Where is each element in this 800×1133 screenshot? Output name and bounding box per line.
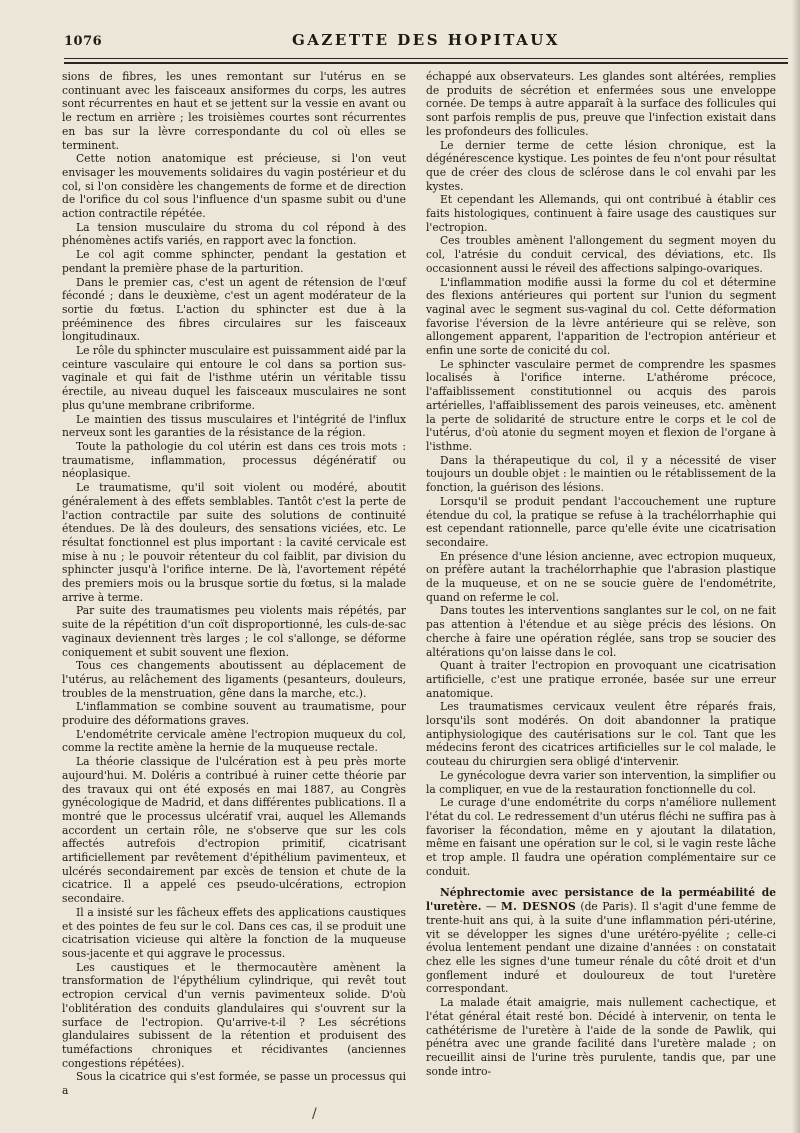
- right-column-after-section: [426, 996, 776, 1078]
- paragraph: Ces troubles amènent l'allongement du segment moyen du col, l'atrésie du conduit cervical, des déviations, etc. Ils occasionnent aussi le réveil des affections salpingo-ovariques.: [426, 234, 776, 275]
- paragraph: Quant à traiter l'ectropion en provoquant une cicatrisation artificielle, c'est une pratique erronée, basée sur une erreur anatomique.: [426, 659, 776, 700]
- paragraph: Il a insisté sur les fâcheux effets des applications caustiques et des pointes de feu sur le col. Dans ces cas, il se produit une cicatrisation vicieuse qui altère la fonction de la muqueuse sous-jacente et qui aggrave le processus.: [62, 905, 406, 960]
- header-rule-thin: [64, 58, 788, 59]
- paragraph: L'endométrite cervicale amène l'ectropion muqueux du col, comme la rectite amène la hernie de la muqueuse rectale.: [62, 727, 406, 755]
- paragraph: Le maintien des tissus musculaires et l'intégrité de l'influx nerveux sont les garanties de la résistance de la région.: [62, 412, 406, 440]
- right-column: [426, 70, 776, 1078]
- paragraph: Cette notion anatomique est précieuse, si l'on veut envisager les mouvements solidaires du vagin postérieur et du col, si l'on considère les changements de forme et de direction de l'orifice du col sous l'influence d'un spasme subit ou d'une action contractile répétée.: [62, 152, 406, 221]
- paragraph: Le rôle du sphincter musculaire est puissamment aidé par la ceinture vasculaire qui entoure le col dans sa portion sus-vaginale et qui fait de l'isthme utérin un véritable tissu érectile, au niveau duquel les faisceaux musculaires ne sont plus qu'une membrane cribriforme.: [62, 344, 406, 412]
- paragraph: La tension musculaire du stroma du col répond à des phénomènes actifs variés, en rapport avec la fonction.: [62, 220, 406, 248]
- paragraph: Le col agit comme sphincter, pendant la gestation et pendant la première phase de la parturition.: [62, 248, 406, 275]
- journal-title: GAZETTE DES HOPITAUX: [291, 31, 560, 49]
- paragraph: Toute la pathologie du col utérin est dans ces trois mots : traumatisme, inflammation, processus dégénératif ou néoplasique.: [62, 439, 406, 481]
- section-heading-paragraph: [426, 886, 776, 996]
- page-edge-shadow: [792, 0, 800, 1133]
- paragraph: En présence d'une lésion ancienne, avec ectropion muqueux, on préfère autant la trachélorrhaphie que l'abrasion plastique de la muqueuse, et on ne se soucie guère de l'endométrite, quand on referme le col.: [426, 549, 776, 604]
- footer-mark: /: [312, 1106, 317, 1122]
- section-author: M. DESNOS: [501, 900, 576, 914]
- paragraph: Dans la thérapeutique du col, il y a nécessité de viser toujours un double objet : le maintien ou le rétablissement de la fonction, la guérison des lésions.: [426, 453, 776, 495]
- paragraph: Dans le premier cas, c'est un agent de rétension de l'œuf fécondé ; dans le deuxième, c'est un agent modérateur de la sortie du fœtus. L'action du sphincter est due à la prééminence des fibres circulaires sur les faisceaux longitudinaux.: [62, 275, 406, 344]
- paragraph: Le traumatisme, qu'il soit violent ou modéré, aboutit généralement à des effets semblables. Tantôt c'est la perte de l'action contractile par suite des solutions de continuité étendues. De là des douleurs, des sensations viciées, etc. Le résultat fonctionnel est plus important : la cavité cervicale est mise à nu ; le pouvoir rétenteur du col faiblit, par division du sphincter jusqu'à l'orifice interne. De là, l'avortement répété des premiers mois ou la brusque sortie du fœtus, si la malade arrive à terme.: [62, 481, 406, 604]
- paragraph: Le sphincter vasculaire permet de comprendre les spasmes localisés à l'orifice interne. L'athérome précoce, l'affaiblissement constitutionnel ou acquis des parois artérielles, l'affaiblissement des parois veineuses, etc. amènent la perte de solidarité de structure entre le corps et le col de l'utérus, d'où atonie du segment moyen et flexion de l'organe à l'isthme.: [426, 357, 776, 453]
- paragraph: sions de fibres, les unes remontant sur l'utérus en se continuant avec les faisceaux ansiformes du corps, les autres sont récurrentes en haut et se jettent sur la vessie en avant ou le rectum en arrière ; les troisièmes courtes sont récurrentes en bas sur la lèvre correspondante du col où elles se terminent.: [62, 70, 406, 152]
- left-column: [62, 70, 406, 1098]
- paragraph: Par suite des traumatismes peu violents mais répétés, par suite de la répétition d'un coït disproportionné, les culs-de-sac vaginaux deviennent très larges ; le col s'allonge, se déforme coniquement et subit souvent une flexion.: [62, 604, 406, 659]
- paragraph: Le curage d'une endométrite du corps n'améliore nullement l'état du col. Le redressement d'un utérus fléchi ne suffira pas à favoriser la fécondation, même en y ajoutant la dilatation, même en faisant une opération sur le col, si le vagin reste lâche et trop ample. Il faudra une opération complémentaire sur ce conduit.: [426, 796, 776, 878]
- paragraph: Dans toutes les interventions sanglantes sur le col, on ne fait pas attention à l'étendue et au siège précis des lésions. On cherche à faire une opération réglée, sans trop se soucier des altérations qu'on laisse dans le col.: [426, 604, 776, 659]
- paragraph: L'inflammation se combine souvent au traumatisme, pour produire des déformations graves.: [62, 700, 406, 728]
- paragraph: Le dernier terme de cette lésion chronique, est la dégénérescence kystique. Les pointes de feu n'ont pour résultat que de créer des clous de sclérose dans le col envahi par les kystes.: [426, 138, 776, 193]
- right-column-paragraphs: [426, 70, 776, 878]
- paragraph: Le gynécologue devra varier son intervention, la simplifier ou la compliquer, en vue de la restauration fonctionnelle du col.: [426, 768, 776, 796]
- paragraph: Et cependant les Allemands, qui ont contribué à établir ces faits histologiques, continuent à faire usage des caustiques sur l'ectropion.: [426, 193, 776, 234]
- paragraph: Tous ces changements aboutissent au déplacement de l'utérus, au relâchement des ligaments (pesanteurs, douleurs, troubles de la menstruation, gêne dans la marche, etc.).: [62, 659, 406, 700]
- paragraph: Lorsqu'il se produit pendant l'accouchement une rupture étendue du col, la pratique se refuse à la trachélorrhaphie qui est cependant rationnelle, parce qu'elle évite une cicatrisation secondaire.: [426, 494, 776, 549]
- paragraph: Les caustiques et le thermocautère amènent la transformation de l'épythélium cylindrique, qui revêt tout ectropion cervical d'un vernis pavimenteux solide. D'où l'oblitération des conduits glandulaires qui s'ouvrent sur la surface de l'ectropion. Qu'arrive-t-il ? Les sécrétions glandulaires subissent de la rétention et produisent des tuméfactions chroniques et récidivantes (anciennes congestions répétées).: [62, 960, 406, 1070]
- paragraph: L'inflammation modifie aussi la forme du col et détermine des flexions antérieures qui portent sur l'union du segment vaginal avec le segment sus-vaginal du col. Cette déformation favorise l'éversion de la lèvre antérieure qui se relève, son allongement apparent, l'apparition de l'ectropion antérieur et enfin une sorte de conicité du col.: [426, 275, 776, 358]
- paragraph: La théorie classique de l'ulcération est à peu près morte aujourd'hui. M. Doléris a contribué à ruiner cette théorie par des travaux qui ont été exposés en mai 1887, au Congrès gynécologique de Madrid, et dans différentes publications. Il a montré que le processus ulcératif vrai, auquel les Allemands accordent un certain rôle, ne s'observe que sur les cols affectés autrefois d'ectropion primitif, cicatrisant artificiellement par revêtement d'épithélium pavimenteux, et ulcérés secondairement par excès de tension et chute de la cicatrice. Il a appelé ces pseudo-ulcérations, ectropion secondaire.: [62, 755, 406, 906]
- section-dash: —: [481, 900, 502, 914]
- header-rule-thick: [64, 62, 788, 64]
- paragraph: échappé aux observateurs. Les glandes sont altérées, remplies de produits de sécrétion et enfermées sous une enveloppe cornée. De temps à autre apparaît à la surface des follicules qui sont parfois remplis de pus, preuve que l'infection existait dans les profondeurs des follicules.: [426, 70, 776, 138]
- page-number: 1076: [64, 34, 103, 49]
- page-header: [64, 30, 788, 54]
- paragraph: Les traumatismes cervicaux veulent être réparés frais, lorsqu'ils sont modérés. On doit abandonner la pratique antiphysiologique des cautérisations sur le col. Tant que les médecins feront des cicatrices artificielles sur le col malade, le couteau du chirurgien sera obligé d'intervenir.: [426, 700, 776, 769]
- paragraph: Sous la cicatrice qui s'est formée, se passe un processus qui a: [62, 1070, 406, 1098]
- paragraph: La malade était amaigrie, mais nullement cachectique, et l'état général était resté bon. Décidé à intervenir, on tenta le cathétérisme de l'uretère à l'aide de la sonde de Pawlik, qui pénétra avec une grande facilité dans l'uretère malade ; on recueillit ainsi de l'urine très purulente, tandis que, par une sonde intro-: [426, 996, 776, 1078]
- section-text: (de Paris). Il s'agit d'une femme de trente-huit ans qui, à la suite d'une inflammation péri-utérine, vit se développer les signes d'une urétéro-pyélite ; celle-ci évolua lentement pendant une dizaine d'années : on constatait chez elle les signes d'une tumeur rénale du côté droit et d'un gonflement induré et douloureux de tout l'uretère correspondant.: [426, 900, 776, 996]
- section-title: Néphrectomie avec persistance de la perméabilité de l'uretère.: [426, 886, 776, 914]
